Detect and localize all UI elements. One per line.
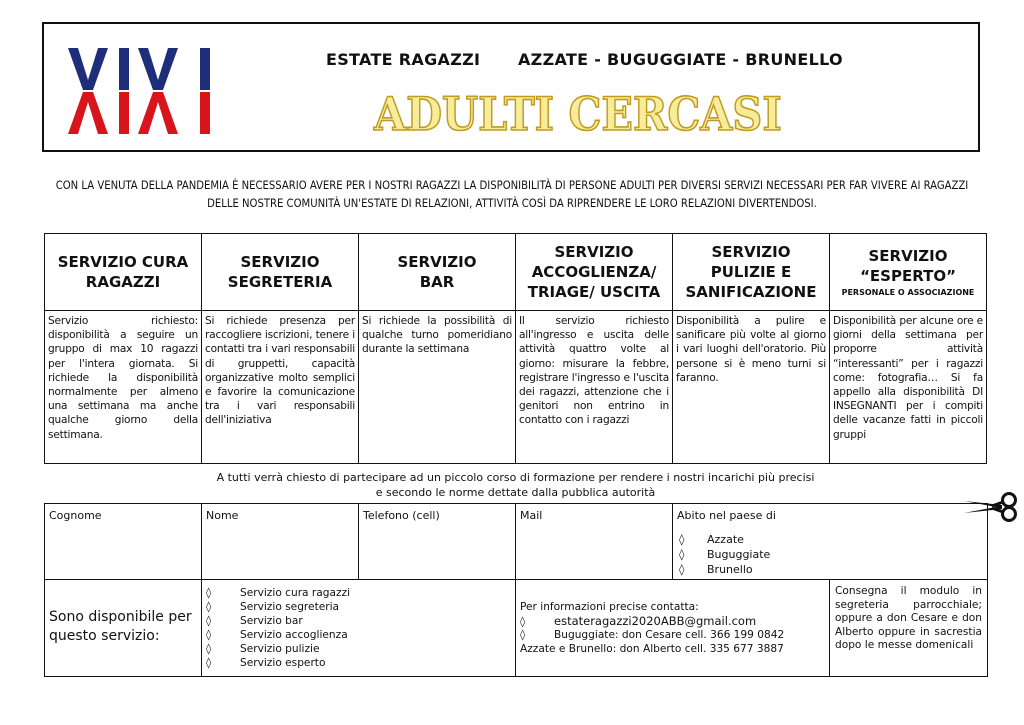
checkbox-icon[interactable]: ◊: [206, 643, 212, 655]
disponibile-label: Sono disponibile per questo servizio:: [49, 609, 192, 644]
telefono-label: Telefono (cell): [363, 509, 440, 522]
program-title: ESTATE RAGAZZI: [326, 50, 481, 69]
servizio-option[interactable]: [206, 614, 515, 628]
service-title: SERVIZIO BAR: [397, 253, 477, 291]
service-header-cell: [359, 234, 516, 311]
diamond-icon: ◊: [520, 629, 526, 642]
servizio-label: Servizio accoglienza: [240, 629, 348, 641]
servizi-cell: [202, 580, 516, 677]
info-email[interactable]: estateragazzi2020ABB@gmail.com: [554, 613, 757, 628]
services-table: [44, 233, 987, 464]
training-note: [44, 471, 987, 500]
abito-label: Abito nel paese di: [677, 509, 776, 522]
service-title: SERVIZIO CURA RAGAZZI: [57, 253, 189, 291]
paese-field: [673, 504, 988, 580]
info-buguggiate: Buguggiate: don Cesare cell. 366 199 0842: [554, 629, 785, 642]
paese-label: Buguggiate: [707, 548, 771, 561]
service-subtitle: PERSONALE O ASSOCIAZIONE: [841, 288, 975, 297]
service-title: SERVIZIO SEGRETERIA: [227, 253, 333, 291]
training-note-line: A tutti verrà chiesto di partecipare ad un piccolo corso di formazione per rendere i nostri incarichi più precisi: [216, 471, 815, 484]
consegna-text: Consegna il modulo in segreteria parrocchiale; oppure a don Cesare e don Alberto oppure in sacrestia dopo le messe domenicali: [835, 585, 983, 652]
servizio-label: Servizio segreteria: [240, 601, 340, 613]
paese-option[interactable]: [679, 562, 987, 577]
service-header-cell: [202, 234, 359, 311]
service-description: Disponibilità per alcune ore e giorni della settimana per proporre attività “interessanti” per i ragazzi come: fotografia… Si fa appello alla disponibilità DI INSEGNANTI per i compiti delle vacanze fatti in piccoli gruppi: [833, 315, 983, 441]
service-header-cell: [830, 234, 987, 311]
training-note-line: e secondo le norme dettate dalla pubblica autorità: [375, 485, 656, 499]
servizio-option[interactable]: [206, 600, 515, 614]
paese-option[interactable]: [679, 532, 987, 547]
info-email-row: [520, 615, 829, 630]
checkbox-icon[interactable]: ◊: [679, 533, 685, 546]
service-header-cell: [45, 234, 202, 311]
headline: ADULTI CERCASI: [374, 87, 782, 141]
checkbox-icon[interactable]: ◊: [679, 563, 685, 576]
service-title: SERVIZIO “ESPERTO”: [860, 247, 956, 285]
info-title: Per informazioni precise contatta:: [520, 601, 699, 613]
paese-options: [673, 522, 987, 577]
vivi-logo: [66, 44, 226, 136]
service-title: SERVIZIO PULIZIE E SANIFICAZIONE: [685, 243, 817, 301]
info-block: [516, 580, 829, 656]
servizio-option[interactable]: [206, 656, 515, 670]
service-description: Servizio richiesto: disponibilità a seguire un gruppo di max 10 ragazzi per l'intera giornata. Si richiede la disponibilità normalmente per almeno una settimana ma anche qualche giorno della settimana.: [48, 315, 198, 441]
info-buguggiate-row: [520, 629, 829, 643]
checkbox-icon[interactable]: ◊: [206, 615, 212, 627]
nome-label: Nome: [206, 509, 239, 522]
service-description: Il servizio richiesto all'ingresso e uscita delle attività quattro volte al giorno: misurare la febbre, registrare l'ingresso e l'uscita dei ragazzi, attenzione che i genitori non entrino in contatto con i ragazzi: [519, 315, 669, 427]
nome-field[interactable]: [202, 504, 359, 580]
registration-form: [44, 503, 988, 677]
servizio-label: Servizio esperto: [240, 657, 326, 669]
intro-text: CON LA VENUTA DELLA PANDEMIA È NECESSARIO AVERE PER I NOSTRI RAGAZZI LA DISPONIBILITÀ DI PERSONE ADULTI PER DIVERSI SERVIZI NECESSARI PER FAR VIVERE AI RAGAZZI DELLE NOSTRE COMUNITÀ UN'ESTATE DI RELAZIONI, ATTIVITÀ COSÌ DA RIPRENDERE LE LORO RELAZIONI DIVERTENDOSI.: [55, 179, 969, 210]
mail-field[interactable]: [516, 504, 673, 580]
servizio-option[interactable]: [206, 586, 515, 600]
paese-label: Azzate: [707, 533, 744, 546]
servizio-label: Servizio bar: [240, 615, 303, 627]
towns-title: AZZATE - BUGUGGIATE - BRUNELLO: [518, 50, 843, 69]
service-desc-cell: [516, 311, 673, 464]
paese-option[interactable]: [679, 547, 987, 562]
servizio-label: Servizio pulizie: [240, 643, 320, 655]
telefono-field[interactable]: [359, 504, 516, 580]
checkbox-icon[interactable]: ◊: [206, 587, 212, 599]
servizi-options: [202, 580, 515, 670]
service-desc-cell: [359, 311, 516, 464]
servizio-option[interactable]: [206, 642, 515, 656]
cognome-field[interactable]: [45, 504, 202, 580]
checkbox-icon[interactable]: ◊: [206, 629, 212, 641]
checkbox-icon[interactable]: ◊: [206, 657, 212, 669]
checkbox-icon[interactable]: ◊: [679, 548, 685, 561]
checkbox-icon[interactable]: ◊: [206, 601, 212, 613]
servizio-label: Servizio cura ragazzi: [240, 587, 351, 599]
info-azzate: Azzate e Brunello: don Alberto cell. 335 677 3887: [520, 642, 784, 655]
service-description: Si richiede la possibilità di qualche turno pomeridiano durante la settimana: [362, 315, 512, 356]
disponibile-cell: [45, 580, 202, 677]
consegna-cell: [830, 580, 988, 677]
diamond-icon: ◊: [520, 615, 526, 628]
service-description: Si richiede presenza per raccogliere iscrizioni, tenere i contatti tra i vari responsabili di gruppetti, capacità organizzative molto semplici e favorire la comunicazione tra i vari responsabili dell'iniziativa: [205, 315, 355, 427]
servizio-option[interactable]: [206, 628, 515, 642]
service-header-cell: [673, 234, 830, 311]
service-desc-cell: [45, 311, 202, 464]
service-title: SERVIZIO ACCOGLIENZA/ TRIAGE/ USCITA: [527, 243, 661, 301]
service-desc-cell: [673, 311, 830, 464]
paese-label: Brunello: [707, 563, 753, 576]
info-cell: [516, 580, 830, 677]
service-description: Disponibilità a pulire e sanificare più volte al giorno i vari luoghi dell'oratorio. Più persone si è meno turni si faranno.: [676, 315, 826, 384]
service-desc-cell: [202, 311, 359, 464]
service-header-cell: [516, 234, 673, 311]
service-desc-cell: [830, 311, 987, 464]
cognome-label: Cognome: [49, 509, 102, 522]
mail-label: Mail: [520, 509, 543, 522]
